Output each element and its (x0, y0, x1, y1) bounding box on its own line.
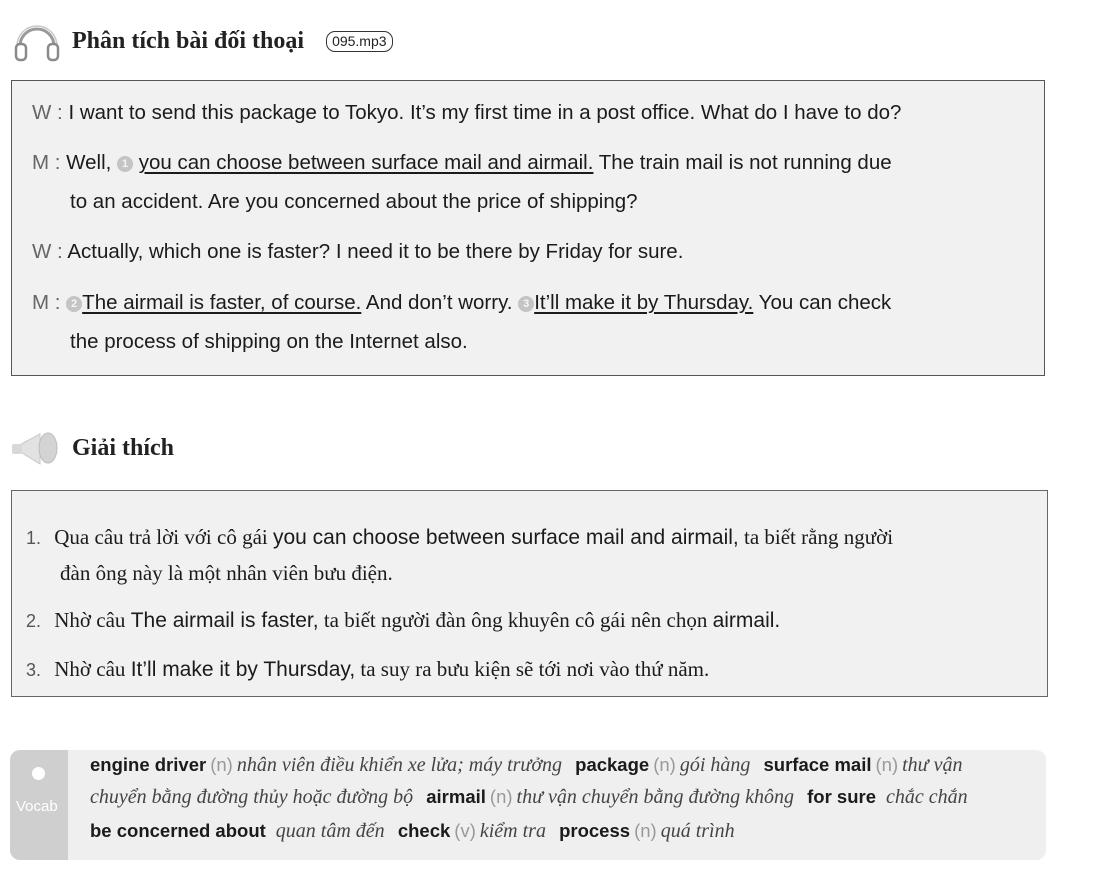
vocab-pos: (n) (875, 754, 899, 775)
item-text: ta biết người đàn ông khuyên cô gái nên chọn (323, 608, 708, 632)
vocab-meaning: thư vận chuyển bằng đường không (516, 786, 794, 808)
dialogue-line (32, 240, 683, 264)
vocab-meaning: thư vận (902, 754, 963, 776)
vocab-meaning: quá trình (660, 820, 735, 842)
vocab-word: package (575, 754, 650, 775)
item-number: 3. (26, 660, 42, 680)
vocab-meaning: chuyển bằng đường thủy hoặc đường bộ (90, 786, 414, 808)
audio-file-badge[interactable]: 095.mp3 (326, 31, 392, 52)
dialogue-line (70, 190, 638, 214)
item-number: 2. (26, 611, 42, 631)
dialogue-line (70, 330, 468, 354)
number-marker: 3 (518, 296, 534, 312)
vocab-meaning: nhân viên điều khiển xe lửa; máy trưởng (236, 754, 562, 776)
line-text: Actually, which one is faster? I need it to be there by Friday for sure. (67, 240, 684, 263)
speaker-label: M : (32, 151, 61, 174)
explanation-item (26, 525, 893, 550)
line-text: You can check (758, 291, 892, 314)
item-text: Qua câu trả lời với cô gái (54, 525, 268, 549)
vocab-word: engine driver (90, 754, 207, 775)
vocab-word: surface mail (763, 754, 872, 775)
dialogue-title: Phân tích bài đối thoại (72, 27, 305, 54)
item-number: 1. (26, 528, 42, 548)
dialogue-header (12, 16, 393, 66)
item-english: you can choose between surface mail and airmail, (272, 526, 739, 549)
number-marker: 1 (117, 156, 133, 172)
item-text: Nhờ câu (54, 657, 126, 681)
vocab-line (90, 754, 970, 777)
vocab-meaning: gói hàng (679, 754, 751, 776)
vocab-word: check (397, 820, 451, 841)
vocab-word: process (559, 820, 631, 841)
explanation-item (26, 657, 709, 682)
vocab-pos: (n) (634, 820, 657, 841)
item-text: ta suy ra bưu kiện sẽ tới nơi vào thứ năm. (360, 657, 710, 681)
line-text: And don’t worry. (365, 291, 513, 314)
line-text: the process of shipping on the Internet also. (70, 330, 468, 353)
item-english: The airmail is faster, (130, 609, 319, 632)
vocab-dot-icon (32, 767, 45, 780)
vocab-label: Vocab (16, 798, 58, 815)
vocab-meaning: kiểm tra (479, 820, 546, 842)
vocab-meaning: chắc chắn (886, 786, 968, 808)
vocab-pos: (n) (489, 786, 513, 807)
explanation-header (10, 426, 174, 470)
vocab-word: for sure (807, 786, 876, 807)
dialogue-line (32, 101, 901, 125)
line-text: The train mail is not running due (598, 151, 892, 174)
vocab-pos: (n) (210, 754, 233, 775)
key-sentence: It’ll make it by Thursday. (534, 291, 754, 314)
number-marker: 2 (66, 296, 82, 312)
dialogue-line (32, 151, 892, 175)
vocab-meaning: quan tâm đến (275, 820, 385, 842)
item-text: đàn ông này là một nhân viên bưu điện. (60, 561, 393, 585)
item-text: ta biết rằng người (744, 525, 894, 549)
item-text: Nhờ câu (54, 608, 126, 632)
speaker-label: W : (32, 240, 63, 263)
vocab-word: airmail (426, 786, 486, 807)
megaphone-icon (10, 426, 62, 470)
vocab-tab (10, 750, 68, 860)
item-english: It’ll make it by Thursday, (130, 658, 356, 681)
speaker-label: W : (32, 101, 63, 124)
key-sentence: The airmail is faster, of course. (82, 291, 362, 314)
headphones-icon (12, 16, 62, 66)
explanation-item (26, 608, 780, 633)
line-text: Well, (66, 151, 112, 174)
explanation-box (11, 490, 1048, 697)
dialogue-box (11, 80, 1045, 376)
vocab-line (90, 820, 743, 843)
vocab-pos: (v) (454, 820, 476, 841)
vocab-box (10, 750, 1046, 860)
key-sentence: you can choose between surface mail and airmail. (138, 151, 594, 174)
vocab-word: be concerned about (90, 820, 266, 841)
dialogue-line (32, 291, 891, 315)
explanation-item-cont (60, 561, 393, 586)
line-text: I want to send this package to Tokyo. It’s my first time in a post office. What do I have to do? (68, 101, 902, 124)
explanation-title: Giải thích (72, 434, 175, 461)
speaker-label: M : (32, 291, 61, 314)
vocab-pos: (n) (653, 754, 676, 775)
item-english: airmail. (712, 609, 781, 632)
line-text: to an accident. Are you concerned about the price of shipping? (70, 190, 638, 213)
vocab-line (90, 786, 976, 809)
